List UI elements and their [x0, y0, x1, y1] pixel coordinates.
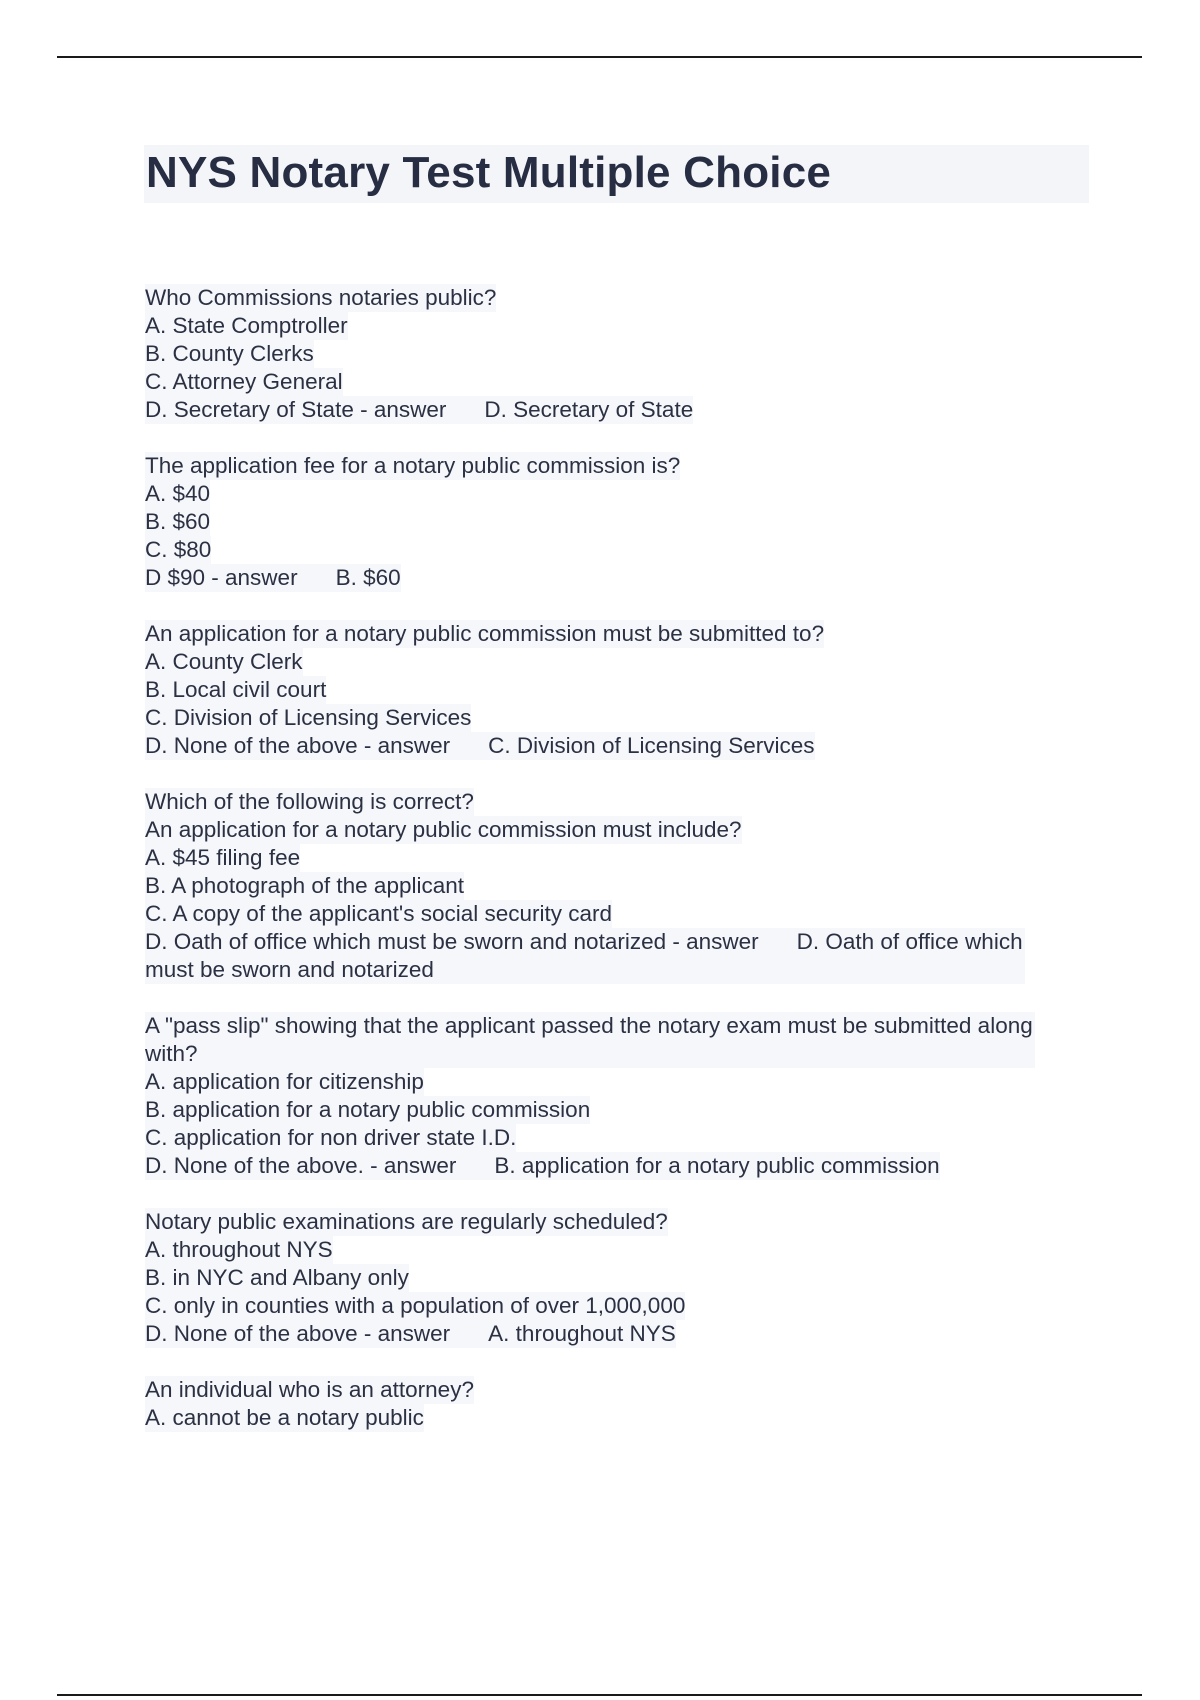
question-block — [145, 620, 1045, 760]
question-text: An application for a notary public commission must be submitted to? — [145, 621, 825, 646]
option-line: B. $60 — [145, 509, 211, 534]
option-line: C. application for non driver state I.D. — [145, 1125, 517, 1150]
option-line: B. in NYC and Albany only — [145, 1265, 409, 1290]
question-text: An application for a notary public commission must include? — [145, 817, 742, 842]
question-text: Which of the following is correct? — [145, 789, 474, 814]
correct-answer: D. Oath of office which must be sworn and notarized — [145, 929, 1023, 982]
option-line: A. throughout NYS — [145, 1237, 333, 1262]
answer-line — [145, 1152, 940, 1180]
option-line: C. Attorney General — [145, 369, 343, 394]
option-line: C. A copy of the applicant's social security card — [145, 901, 613, 926]
option-line: A. $40 — [145, 481, 211, 506]
question-text: Notary public examinations are regularly scheduled? — [145, 1209, 668, 1234]
option-line: C. only in counties with a population of over 1,000,000 — [145, 1293, 686, 1318]
top-rule — [57, 56, 1142, 58]
option-line: A. County Clerk — [145, 649, 303, 674]
question-block — [145, 284, 1045, 424]
question-block — [145, 1012, 1045, 1180]
page-title: NYS Notary Test Multiple Choice — [146, 148, 832, 197]
answer-line — [145, 396, 693, 424]
question-text: Who Commissions notaries public? — [145, 285, 497, 310]
option-line: B. Local civil court — [145, 677, 327, 702]
correct-answer: A. throughout NYS — [488, 1321, 676, 1346]
answer-line — [145, 564, 401, 592]
option-line: A. State Comptroller — [145, 313, 348, 338]
answer-line — [145, 1320, 676, 1348]
option-with-answer-marker: D. Secretary of State - answer — [145, 397, 447, 422]
option-line: C. $80 — [145, 537, 212, 562]
option-line: B. County Clerks — [145, 341, 314, 366]
option-with-answer-marker: D. None of the above - answer — [145, 733, 451, 758]
correct-answer: B. application for a notary public commission — [494, 1153, 940, 1178]
question-text: An individual who is an attorney? — [145, 1377, 474, 1402]
correct-answer: B. $60 — [335, 565, 401, 590]
question-block — [145, 788, 1045, 984]
option-line: B. A photograph of the applicant — [145, 873, 464, 898]
option-with-answer-marker: D. None of the above - answer — [145, 1321, 451, 1346]
option-line: A. $45 filing fee — [145, 845, 301, 870]
question-block — [145, 452, 1045, 592]
answer-line — [145, 928, 1025, 984]
option-with-answer-marker: D $90 - answer — [145, 565, 298, 590]
question-block — [145, 1376, 1045, 1432]
option-line: A. application for citizenship — [145, 1069, 424, 1094]
option-line: C. Division of Licensing Services — [145, 705, 472, 730]
answer-line — [145, 732, 815, 760]
option-line: B. application for a notary public commission — [145, 1097, 591, 1122]
option-with-answer-marker: D. Oath of office which must be sworn and notarized - answer — [145, 929, 759, 954]
option-line: A. cannot be a notary public — [145, 1405, 424, 1430]
question-block — [145, 1208, 1045, 1348]
bottom-rule — [57, 1694, 1142, 1696]
correct-answer: D. Secretary of State — [484, 397, 694, 422]
correct-answer: C. Division of Licensing Services — [488, 733, 815, 758]
question-list — [145, 284, 1045, 1460]
question-text: The application fee for a notary public commission is? — [145, 453, 681, 478]
question-text: A "pass slip" showing that the applicant passed the notary exam must be submitted along with? — [145, 1012, 1035, 1068]
option-with-answer-marker: D. None of the above. - answer — [145, 1153, 457, 1178]
